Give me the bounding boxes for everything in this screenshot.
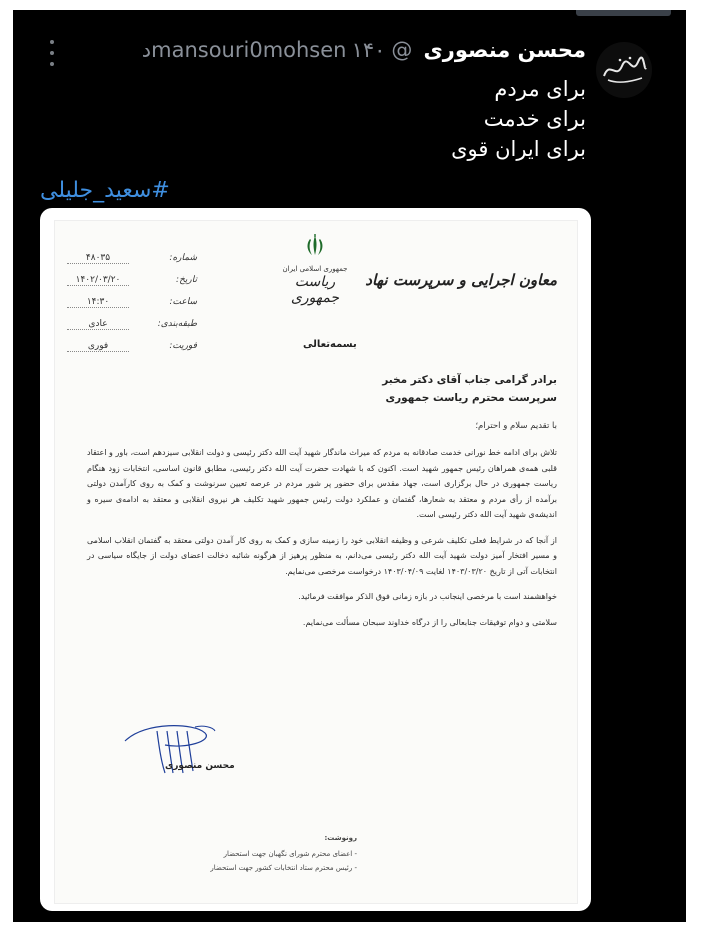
meta-value: ۴۸۰۳۵	[67, 253, 129, 264]
cc-item-2: - رئیس محترم ستاد انتخابات کشور جهت استحضار	[210, 864, 357, 872]
meta-row	[67, 291, 197, 313]
meta-row	[67, 313, 197, 335]
letter-meta	[67, 247, 197, 357]
letter-image-card[interactable]	[40, 208, 591, 911]
meta-key: طبقه‌بندی:	[157, 319, 197, 329]
cc-title: رونوشت:	[324, 834, 357, 842]
paragraph-3: خواهشمند است با مرخصی اینجانب در بازه زمانی فوق الذکر موافقت فرمائید.	[298, 592, 557, 601]
paragraph-4: سلامتی و دوام توفیقات جنابعالی را از درگاه خداوند سبحان مسألت می‌نمایم.	[302, 617, 557, 627]
emblem-block	[275, 233, 355, 306]
cc-item-1: - اعضای محترم شورای نگهبان جهت استحضار	[223, 850, 357, 858]
meta-row	[67, 335, 197, 357]
author-handle[interactable]: @mansouri0mohsen	[151, 38, 413, 62]
tweet-frame	[13, 10, 686, 922]
letter-document	[54, 220, 578, 904]
greeting: با تقدیم سلام و احترام؛	[475, 421, 557, 431]
more-options-icon[interactable]	[47, 40, 57, 66]
tweet-line-3: برای ایران قوی	[451, 137, 586, 161]
tweet-header	[142, 38, 586, 62]
meta-key: فوریت:	[169, 341, 197, 351]
signature-area	[95, 701, 295, 791]
meta-key: تاریخ:	[176, 275, 197, 285]
signature-name: محسن منصوری	[165, 761, 235, 771]
meta-row	[67, 247, 197, 269]
emblem-small-text: جمهوری اسلامی ایران	[282, 265, 348, 273]
emblem-title: ریاست جمهوری	[290, 274, 340, 306]
meta-key: شماره:	[169, 253, 197, 263]
paragraph-2: از آنجا که در شرایط فعلی تکلیف شرعی و وظیفه انقلابی خود را زمینه سازی و کمک به روی کار آمدن دولتی معتقد به گفتمان انقلاب اسلامی و مسیر افتخار آمیز دولت شهید آیت الله دکتر رئیسی می‌دانم، به منظور پرهیز از هرگونه شائبه دخالت اعضای دولت از جایگاه سیاسی در انتخابات آتی از تاریخ ۱۴۰۳/۰۳/۲۰ لغایت ۱۴۰۳/۰۴/۰۹ درخواست مرخصی می‌نمایم.	[87, 535, 557, 576]
addressee-line-2: سرپرست محترم ریاست جمهوری	[385, 392, 557, 404]
cc-list	[210, 831, 357, 875]
deputy-title: معاون اجرایی و سرپرست نهاد	[365, 271, 557, 289]
addressee	[382, 371, 557, 407]
meta-value: فوری	[67, 341, 129, 352]
top-bar-indicator	[576, 10, 671, 16]
tweet-line-2: برای خدمت	[483, 107, 586, 131]
meta-value: عادی	[67, 319, 129, 330]
addressee-line-1: برادر گرامی جناب آقای دکتر مخبر	[382, 374, 557, 386]
tweet-text	[451, 74, 586, 164]
meta-value: ۱۴۰۲/۰۳/۲۰	[67, 275, 129, 286]
bismillah: بسمه‌تعالی	[303, 339, 357, 350]
paragraph-1: تلاش برای ادامه خط نورانی خدمت صادقانه به مردم که میراث ماندگار شهید آیت الله دکتر رئیسی و دولت انقلابی سیزدهم است، باور و اعتقاد قلبی همه‌ی همراهان رئیس جمهور شهید است. اکنون که با شهادت حضرت آیت الله دکتر رئیسی، مطابق قانون اساسی، انتخابات زود هنگام ریاست جمهوری در حال برگزاری است، جهاد مقدس برای حضور پر شور مردم در عرصه تعیین سرنوشت و کمک به روی کارآمدن دولتی برآمده از رأی مردم و معتقد به شعارها، گفتمان و عملکرد دولت رئیس جمهور شهید تکلیف هر نیروی انقلابی و معتقد به ادامه‌ی سیره و اندیشه‌ی شهید آیت الله دکتر رئیسی است.	[87, 448, 557, 519]
signature-icon	[95, 701, 295, 791]
avatar[interactable]	[596, 42, 652, 98]
meta-key: ساعت:	[169, 297, 197, 307]
iran-emblem-icon	[302, 233, 328, 259]
meta-row	[67, 269, 197, 291]
author-name[interactable]: محسن منصوری	[423, 38, 586, 62]
meta-value: ۱۴:۳۰	[67, 297, 129, 308]
tweet-time: ۱۴۰د	[141, 38, 386, 62]
signature-logo-icon	[600, 50, 648, 90]
hashtag-link[interactable]: #سعید_جلیلی	[40, 178, 170, 203]
letter-body	[87, 445, 557, 640]
tweet-line-1: برای مردم	[494, 77, 586, 101]
